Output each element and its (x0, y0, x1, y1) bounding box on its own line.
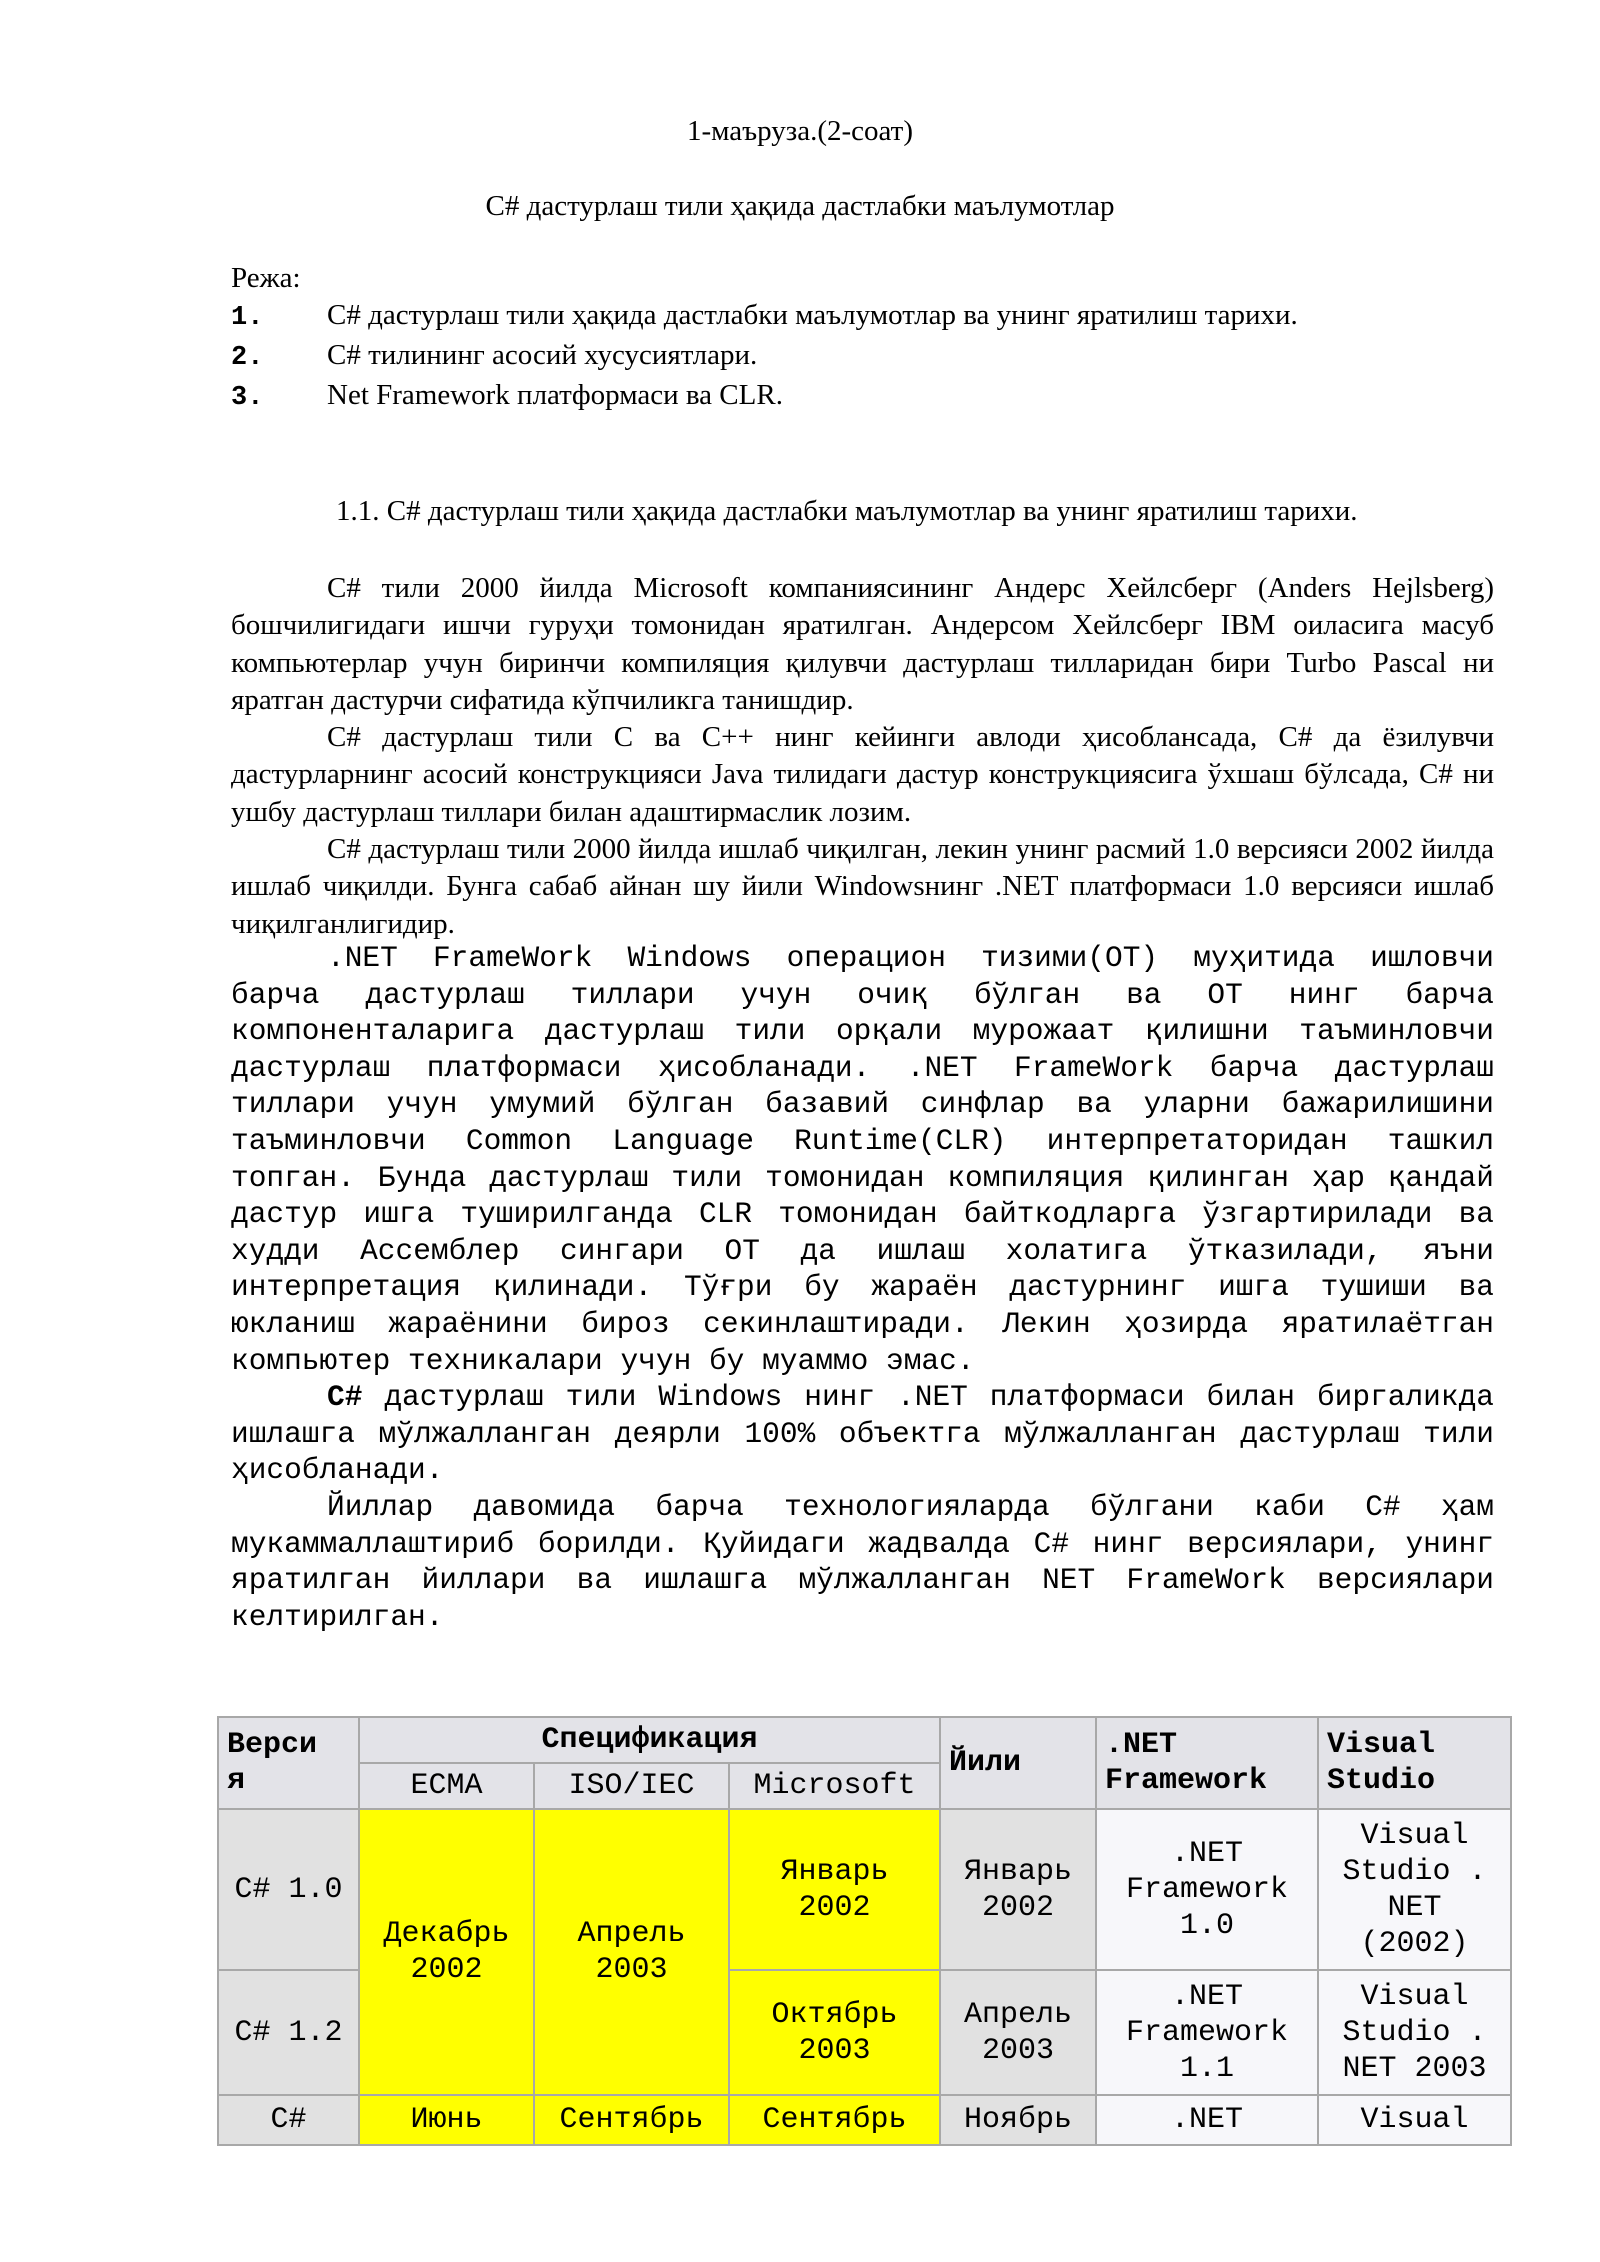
header-version: Верси я (218, 1717, 359, 1809)
cell-iso: Апрель 2003 (534, 1809, 729, 2095)
serif-text-block (231, 570, 1494, 943)
cell-version: C# (218, 2095, 359, 2145)
cell-net: .NET Framework 1.0 (1096, 1809, 1318, 1970)
table-row (218, 2095, 1511, 2145)
paragraph (231, 1379, 1494, 1489)
cell-vs: Visual Studio . NET 2003 (1318, 1970, 1511, 2095)
plan-label: Режа: (231, 262, 301, 294)
cell-year: Апрель 2003 (940, 1970, 1096, 2095)
plan-item (231, 299, 1501, 339)
paragraph: C# дастурлаш тили 2000 йилда ишлаб чиқилган, лекин унинг расмий 1.0 версияси 2002 йилда ишлаб чиқилди. Бунга сабаб айнан шу йили Windowsнинг .NET платформаси 1.0 версияси ишлаб чиқилганлигидир. (231, 833, 1494, 940)
plan-item (231, 339, 1501, 379)
lecture-title: C# дастурлаш тили ҳақида дастлабки маълумотлар (485, 190, 1115, 222)
table-header-row (218, 1717, 1511, 1763)
plan-item-number: 2. (231, 343, 264, 373)
header-net: .NET Framework (1096, 1717, 1318, 1809)
cell-microsoft: Октябрь 2003 (729, 1970, 940, 2095)
paragraph: C# тили 2000 йилда Microsoft компаниясининг Андерс Хейлсберг (Anders Hejlsberg) бошчилигидаги ишчи гуруҳи томонидан яратилган. Андерсом Хейлсберг IBM оиласига масуб компьютерлар учун биринчи компиляция қилувчи дастурлаш тилларидан бири Turbo Pascal ни яратган дастурчи сифатида кўпчиликга танишдир. (231, 572, 1494, 716)
header-vs: Visual Studio (1318, 1717, 1511, 1809)
table-row (218, 1809, 1511, 1970)
plan-item-number: 1. (231, 303, 264, 333)
cell-version: C# 1.2 (218, 1970, 359, 2095)
cell-ecma: Июнь (359, 2095, 534, 2145)
header-year: Йили (940, 1717, 1096, 1809)
plan-item-text: C# тилининг асосий хусусиятлари. (327, 339, 758, 371)
cell-vs: Visual Studio . NET (2002) (1318, 1809, 1511, 1970)
plan-item (231, 379, 1501, 419)
cell-year: Январь 2002 (940, 1809, 1096, 1970)
plan-item-text: Net Framework платформаси ва CLR. (327, 379, 783, 411)
cell-vs: Visual (1318, 2095, 1511, 2145)
cell-ecma: Декабрь 2002 (359, 1809, 534, 2095)
paragraph: .NET FrameWork Windows операцион тизими(ОТ) муҳитида ишловчи барча дастурлаш тиллари учун очиқ бўлган ва ОТ нинг барча компоненталарига дастурлаш тили орқали мурожаат қилишни таъминловчи дастурлаш платформаси ҳисобланади. .NET FrameWork барча дастурлаш тиллари учун умумий бўлган базавий синфлар ва уларни бажарилишини таъминловчи Common Language Runtime(CLR) интерпретаторидан ташкил топган. Бунда дастурлаш тили томонидан компиляция қилинган ҳар қандай дастур ишга туширилганда CLR томонидан байткодларга ўзгартирилади ва худди Ассемблер сингари ОТ да ишлаш холатига ўтказилади, яъни интерпретация қилинади. Тўғри бу жараён дастурнинг ишга тушиши ва юкланиш жараёнини бироз секинлаштиради. Лекин ҳозирда яратилаётган компьютер техникалари учун бу муаммо эмас. (231, 941, 1494, 1378)
cell-net: .NET (1096, 2095, 1318, 2145)
cell-microsoft: Сентябрь (729, 2095, 940, 2145)
cell-net: .NET Framework 1.1 (1096, 1970, 1318, 2095)
cell-year: Ноябрь (940, 2095, 1096, 2145)
bold-term: C# (327, 1380, 363, 1415)
header-spec: Спецификация (359, 1717, 940, 1763)
lecture-number: 1-маъруза.(2-соат) (686, 115, 913, 147)
plan-item-number: 3. (231, 383, 264, 413)
cell-iso: Сентябрь (534, 2095, 729, 2145)
paragraph-text: дастурлаш тили Windows нинг .NET платформаси билан биргаликда ишлашга мўлжалланган деярли 100% объектга мўлжалланган дастурлаш тили ҳисобланади. (231, 1380, 1494, 1488)
header-microsoft: Microsoft (729, 1763, 940, 1809)
section-heading: 1.1. C# дастурлаш тили ҳақида дастлабки маълумотлар ва унинг яратилиш тарихи. (336, 495, 1358, 527)
cell-microsoft: Январь 2002 (729, 1809, 940, 1970)
header-iso: ISO/IEC (534, 1763, 729, 1809)
versions-table (217, 1716, 1512, 2146)
paragraph: C# дастурлаш тили C ва C++ нинг кейинги авлоди ҳисоблансада, C# да ёзилувчи дастурларнинг асосий конструкцияси Java тилидаги дастур конструкциясига ўхшаш бўлсада, C# ни ушбу дастурлаш тиллари билан адаштирмаслик лозим. (231, 721, 1494, 828)
mono-text-block (231, 940, 1494, 1635)
paragraph: Йиллар давомида барча технологияларда бўлгани каби C# ҳам мукаммаллаштириб борилди. Қуйидаги жадвалда C# нинг версиялари, унинг яратилган йиллари ва ишлашга мўлжалланган NET FrameWork версиялари келтирилган. (231, 1489, 1494, 1634)
cell-version: C# 1.0 (218, 1809, 359, 1970)
header-ecma: ECMA (359, 1763, 534, 1809)
plan-list (231, 299, 1501, 419)
plan-item-text: C# дастурлаш тили ҳақида дастлабки маълумотлар ва унинг яратилиш тарихи. (327, 299, 1298, 331)
